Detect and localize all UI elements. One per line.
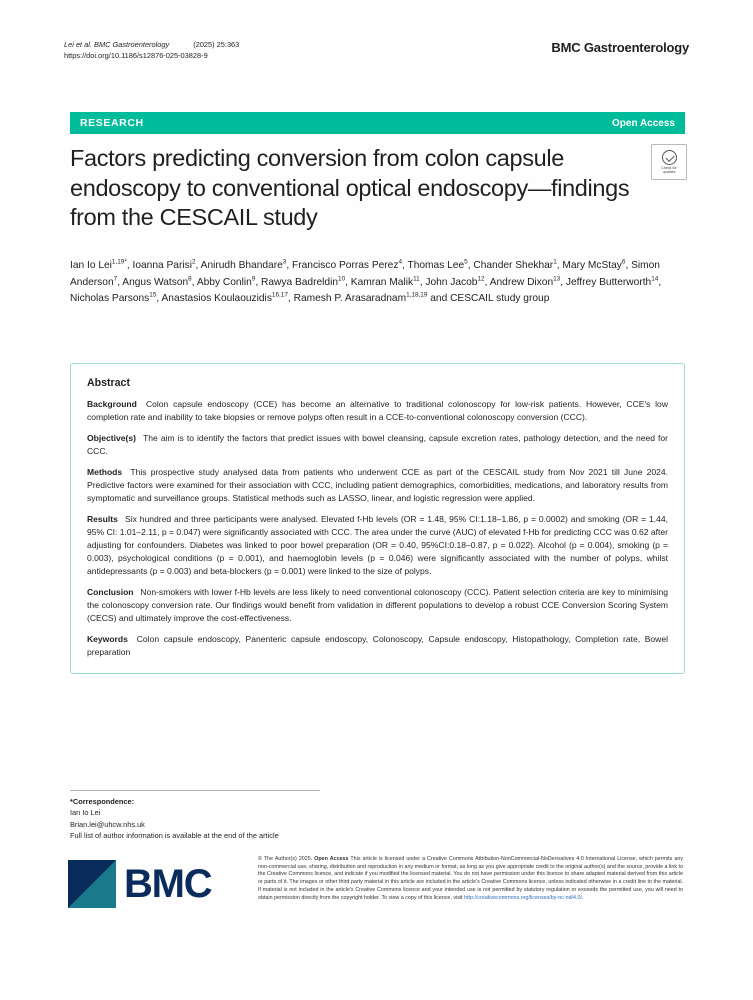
abstract-section: [87, 633, 668, 659]
correspondence-name: Ian Io Lei: [70, 808, 101, 818]
abstract-section-label: Objective(s): [87, 432, 136, 443]
citation-doi[interactable]: https://doi.org/10.1186/s12876-025-03828-9: [64, 50, 208, 60]
abstract-section-label: Results: [87, 513, 118, 524]
abstract-section-label: Methods: [87, 466, 123, 477]
citation-journal: et al. BMC Gastroenterology: [75, 40, 170, 49]
abstract-section-label: Background: [87, 399, 137, 409]
abstract-section: [87, 432, 668, 458]
footer-divider: [70, 790, 320, 791]
license-body: This article is licensed under a Creative Commons Attribution-NonCommercial-NoDerivatives 4.0 International License, which permits any non-commercial use, sharing, distribution and reproduction in any medium or format, as long as you give appropriate credit to the original author(s) and the source, provide a link to the Creative Commons licence, and indicate if you modified the licensed material. You do not have permission under this licence to share adapted material derived from this article or parts of it. The images or other third party material in this article are included in the article's Creative Commons licence, unless indicated otherwise in a credit line to the material. If material is not included in the article's Creative Commons licence and your intended use is not permitted by statutory regulation or exceeds the permitted use, you will need to obtain permission directly from the copyright holder. To view a copy of this licence, visit: [258, 856, 683, 901]
logo-wordmark: BMC: [124, 862, 212, 906]
license-open-access: Open Access: [314, 856, 349, 862]
citation-block: [64, 40, 239, 61]
abstract-section-text: Colon capsule endoscopy (CCE) has become an alternative to traditional colonoscopy for low-risk patients. However, CCE's low completion rate and inability to take biopsies or remove polyps often result in a CCE-to-conventional colonoscopy conversion (CCC).: [87, 399, 668, 422]
citation-author: Lei: [64, 40, 74, 49]
correspondence-block: [70, 796, 370, 842]
open-access-label: Open Access: [612, 117, 675, 129]
checkmark-icon: [662, 150, 677, 165]
abstract-section-text: This prospective study analysed data from patients who underwent CCE as part of the CESCAIL study from Nov 2021 till June 2024. Predictive factors were examined for their association with CCC, including patient demographics, comorbidities, medications, and laboratory results from symptomatic and surveillance groups. Statistical methods such as LASSO, linear, and logistic regression were applied.: [87, 466, 668, 503]
abstract-section-text: Colon capsule endoscopy, Panenteric capsule endoscopy, Colonoscopy, Capsule endoscopy, Histopathology, Completion rate, Bowel preparation: [87, 633, 668, 657]
abstract-section-text: Six hundred and three participants were analysed. Elevated f-Hb levels (OR = 1.48, 95% CI:1.18–1.86, p = 0.0002) and smoking (OR = 1.44, 95% CI: 1.01–2.11, p = 0.047) were significantly associated with CCC. The area under the curve (AUC) of elevated f-Hb for predicting CCC was 0.62 after adjusting for confounders. Diabetes was linked to poor bowel preparation (OR = 0.40, 95%CI:0.18–0.87, p = 0.022). Alcohol (p = 0.004), smoking (p = 0.003), psychological conditions (p = 0.001), and haemoglobin levels (p = 0.046) were significantly associated with the number of polyps, whilst antidepressants (p = 0.003) and beta-blockers (p = 0.001) were linked to the size of polyps.: [87, 513, 668, 576]
badge-line1: Check for: [661, 166, 677, 171]
abstract-section: [87, 398, 668, 424]
badge-line2: updates: [662, 170, 676, 175]
journal-title: BMC Gastroenterology: [551, 40, 689, 55]
license-copyright: © The Author(s) 2025.: [258, 856, 313, 862]
article-type-label: RESEARCH: [80, 117, 144, 129]
abstract-section-label: Conclusion: [87, 586, 134, 597]
check-for-updates-badge[interactable]: [651, 144, 687, 180]
abstract-sections: [87, 398, 668, 659]
correspondence-email[interactable]: Brian.lei@uhcw.nhs.uk: [70, 819, 145, 829]
license-text: [258, 856, 683, 902]
bmc-logo: [68, 856, 246, 914]
abstract-section-text: The aim is to identify the factors that predict issues with bowel cleansing, capsule excretion rates, pathology detection, and the need for CCC.: [87, 432, 668, 456]
abstract-section-text: Non-smokers with lower f-Hb levels are less likely to need conventional colonoscopy (CCC). Patient selection criteria are key to minimising the colonoscopy conversion rate. Our findings would benefit from validation in different populations to develop a robust CCE Conversion Scoring System (CECS) and ultimately improve the cost-effectiveness.: [87, 586, 668, 623]
logo-triangle: [68, 860, 116, 908]
abstract-box: [70, 363, 685, 674]
page-header: [64, 40, 689, 61]
citation-volume: (2025) 25:363: [193, 40, 240, 49]
correspondence-label: *Correspondence:: [70, 797, 135, 806]
abstract-section: [87, 513, 668, 578]
license-suffix: .: [581, 894, 584, 901]
abstract-section: [87, 586, 668, 625]
abstract-section: [87, 466, 668, 505]
article-type-bar: [70, 112, 685, 134]
license-link[interactable]: http://creativecommons.org/licenses/by-nc-nd/4.0/: [464, 894, 582, 901]
abstract-heading: Abstract: [87, 377, 130, 389]
page-title: Factors predicting conversion from colon capsule endoscopy to conventional optical endoscopy—findings from the CESCAIL study: [70, 145, 630, 231]
correspondence-note: Full list of author information is available at the end of the article: [70, 831, 279, 841]
author-list: Ian Io Lei$^{1,19*}$, Ioanna Parisi$^2$, Anirudh Bhandare$^3$, Francisco Porras Perez$^4$, Thomas Lee$^5$, Chander Shekhar$^1$, Mary McStay$^6$, Simon Anderson$^7$, Angus Watson$^8$, Abby Conlin$^9$, Rawya Badreldin$^{10}$, Kamran Malik$^{11}$, John Jacob$^{12}$, Andrew Dixon$^{13}$, Jeffrey Butterworth$^{14}$, Nicholas Parsons$^{15}$, Anastasios Koulaouzidis$^{16,17}$, Ramesh P. Arasaradnam$^{1,18,19}$ and CESCAIL study group: [70, 258, 662, 305]
abstract-section-label: Keywords: [87, 633, 128, 644]
